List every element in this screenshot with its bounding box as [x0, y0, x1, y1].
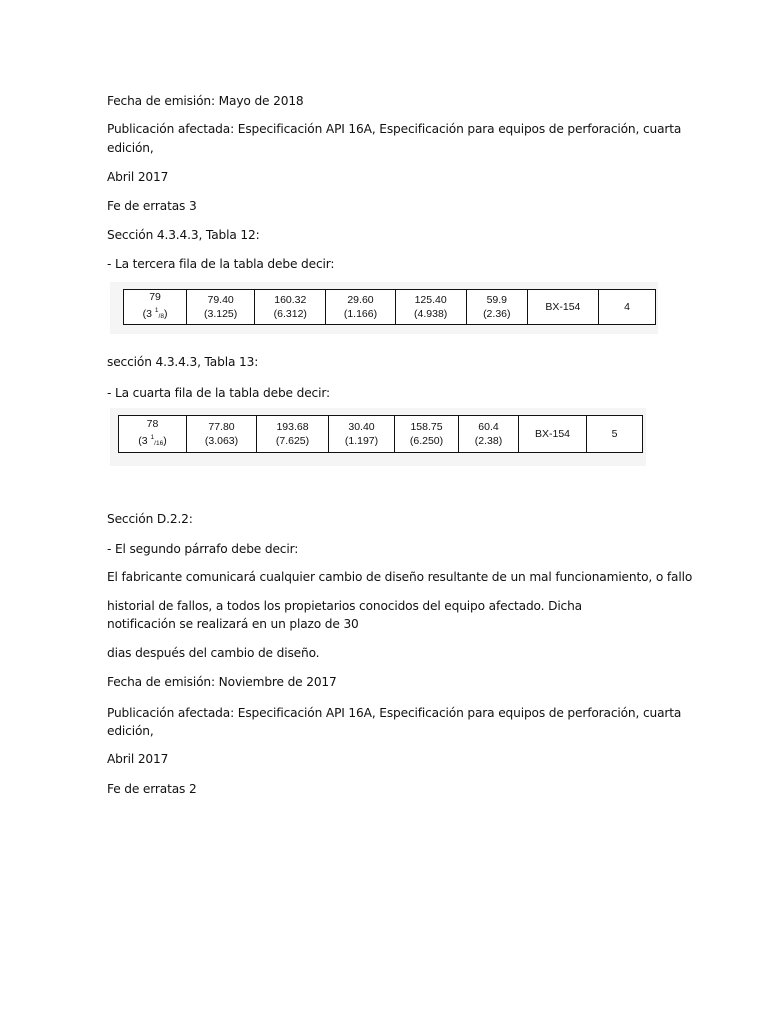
table-cell: 29.60 (1.166): [326, 290, 395, 325]
table-cell: 125.40 (4.938): [395, 290, 466, 325]
publication-date: Abril 2017: [107, 170, 169, 184]
body-paragraph-line: dias después del cambio de diseño.: [107, 646, 320, 660]
body-paragraph-line: El fabricante comunicará cualquier cambio de diseño resultante de un mal funcionamiento, o fallo: [107, 570, 693, 584]
errata-number: Fe de erratas 2: [107, 782, 197, 796]
table-cell-ring: BX-154: [519, 416, 587, 453]
table-cell: 60.4 (2.38): [459, 416, 519, 453]
table-cell: 59.9 (2.36): [466, 290, 527, 325]
table-cell-count: 5: [587, 416, 643, 453]
body-paragraph-line: historial de fallos, a todos los propietarios conocidos del equipo afectado. Dicha notificación se realizará en un plazo de 30: [107, 599, 582, 631]
table-cell: 77.80 (3.063): [187, 416, 257, 453]
table-cell: 30.40 (1.197): [329, 416, 395, 453]
table-cell: [124, 290, 187, 325]
cell-value: 78: [146, 418, 159, 430]
issue-date-line: Fecha de emisión: Mayo de 2018: [107, 94, 304, 108]
table-12-image: [110, 282, 658, 334]
publication-line-cont: edición,: [107, 724, 154, 738]
errata-number: Fe de erratas 3: [107, 199, 197, 213]
table-cell: [119, 416, 187, 453]
table-13-image: [110, 408, 646, 466]
table-12-row: [123, 289, 656, 325]
publication-line: Publicación afectada: Especificación API 16A, Especificación para equipos de perforación, cuarta: [107, 122, 682, 136]
section-heading: Sección D.2.2:: [107, 512, 193, 526]
table-13-row: [118, 415, 643, 453]
issue-date-line: Fecha de emisión: Noviembre de 2017: [107, 675, 337, 689]
section-heading: sección 4.3.4.3, Tabla 13:: [107, 355, 259, 369]
table-cell-count: 4: [599, 290, 656, 325]
table-cell: 193.68 (7.625): [257, 416, 329, 453]
table-cell: 79.40 (3.125): [187, 290, 255, 325]
table-cell: 160.32 (6.312): [255, 290, 326, 325]
table-cell: 158.75 (6.250): [395, 416, 459, 453]
cell-fraction: (3 $^1_{/8}$): [142, 307, 168, 320]
cell-value: 79: [149, 291, 161, 303]
table-cell-ring: BX-154: [527, 290, 598, 325]
instruction-line: - El segundo párrafo debe decir:: [107, 542, 299, 556]
publication-date: Abril 2017: [107, 752, 169, 766]
instruction-line: - La tercera fila de la tabla debe decir:: [107, 257, 335, 271]
publication-line-cont: edición,: [107, 141, 154, 155]
publication-line: Publicación afectada: Especificación API 16A, Especificación para equipos de perforación, cuarta: [107, 706, 682, 720]
cell-fraction: (3 $^1_{/16}$): [138, 434, 167, 447]
instruction-line: - La cuarta fila de la tabla debe decir:: [107, 386, 330, 400]
section-heading: Sección 4.3.4.3, Tabla 12:: [107, 228, 260, 242]
